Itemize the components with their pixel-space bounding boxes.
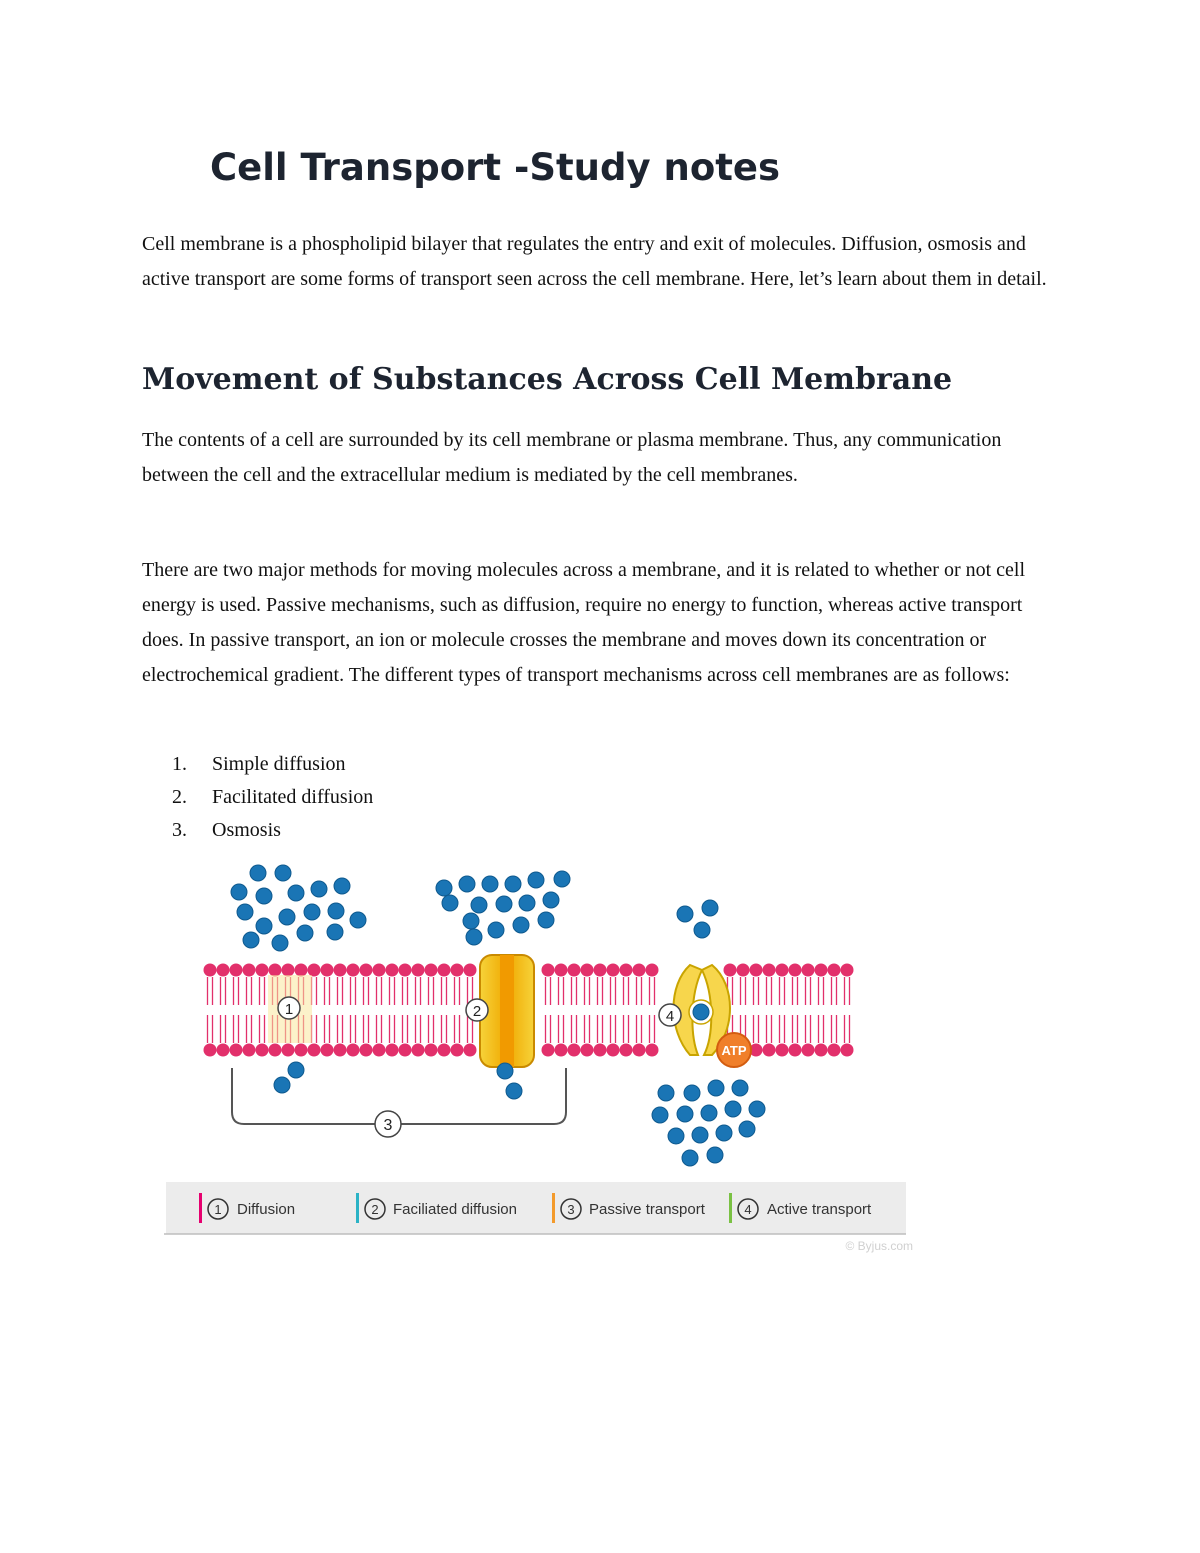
lipid-head [802,1044,815,1057]
solute-molecule [716,1125,732,1141]
lipid-head [841,1044,854,1057]
list-text: Simple diffusion [212,753,346,775]
atp-label: ATP [721,1043,747,1058]
lipid-head [607,1044,620,1057]
list-text: Osmosis [212,819,281,841]
transport-method-list [172,748,373,847]
solute-molecule [708,1080,724,1096]
lipid-head [750,964,763,977]
lipid-tail [572,977,577,1043]
lipid-head [646,964,659,977]
lipid-tail [377,977,382,1043]
solute-molecule [732,1080,748,1096]
lipid-tail [793,977,798,1043]
lipid-tail [819,977,824,1043]
solute-molecule [693,1004,709,1020]
solute-molecule [256,918,272,934]
solute-molecule [749,1101,765,1117]
lipid-head [360,1044,373,1057]
svg-text:2: 2 [371,1202,379,1217]
lipid-head [763,964,776,977]
lipid-head [269,1044,282,1057]
solute-molecule [668,1128,684,1144]
lipid-head [815,964,828,977]
lipid-head [815,1044,828,1057]
svg-text:4: 4 [665,1008,675,1025]
lipid-tail [221,977,226,1043]
lipid-head [737,964,750,977]
lipid-tail [234,977,239,1043]
lipid-head [295,1044,308,1057]
lipid-head [776,964,789,977]
solute-molecule [658,1085,674,1101]
legend [164,1182,906,1234]
solute-molecule [505,876,521,892]
solute-molecule [442,895,458,911]
solute-molecule [288,1062,304,1078]
lipid-head [646,1044,659,1057]
lipid-head [269,964,282,977]
solute-molecule [231,884,247,900]
lipid-head [256,964,269,977]
solute-molecule [279,909,295,925]
solute-molecule [327,924,343,940]
solute-molecule [692,1127,708,1143]
lipid-head [243,1044,256,1057]
lipid-tail [247,977,252,1043]
lipid-tail [806,977,811,1043]
lipid-tail [585,977,590,1043]
lipid-tail [767,977,772,1043]
marker-passive-transport [375,1111,401,1137]
lipid-head [308,1044,321,1057]
lipid-tail [611,977,616,1043]
lipid-head [828,1044,841,1057]
lipid-head [633,1044,646,1057]
lipid-head [282,964,295,977]
list-item [172,781,373,814]
svg-text:Faciliated diffusion: Faciliated diffusion [393,1201,517,1218]
lipid-tail [429,977,434,1043]
lipid-tail [208,977,213,1043]
lipid-head [425,964,438,977]
solute-molecule [275,865,291,881]
svg-text:4: 4 [744,1202,752,1217]
solute-molecule [543,892,559,908]
lipid-head [360,964,373,977]
list-text: Facilitated diffusion [212,786,374,808]
list-number: 3. [172,819,187,841]
solute-molecule [243,932,259,948]
solute-molecule [554,871,570,887]
lipid-tail [637,977,642,1043]
lipid-head [334,964,347,977]
solute-molecule [694,922,710,938]
svg-text:2: 2 [472,1003,482,1020]
lipid-head [438,964,451,977]
solute-molecule [684,1085,700,1101]
lipid-head [230,1044,243,1057]
cell-transport-diagram [164,858,924,1258]
lipid-tail [338,977,343,1043]
svg-text:1: 1 [214,1202,222,1217]
lipid-head [321,1044,334,1057]
lipid-head [724,964,737,977]
lipid-tail [624,977,629,1043]
lipid-head [581,964,594,977]
solute-molecule [311,881,327,897]
solute-molecule [436,880,452,896]
lipid-head [399,1044,412,1057]
lipid-tail [559,977,564,1043]
lipid-tail [598,977,603,1043]
lipid-head [347,1044,360,1057]
lipid-tail [442,977,447,1043]
lipid-head [282,1044,295,1057]
list-number: 1. [172,753,187,775]
lipid-head [204,1044,217,1057]
lipid-tail [754,977,759,1043]
lipid-head [568,1044,581,1057]
lipid-head [802,964,815,977]
lipid-head [763,1044,776,1057]
solute-molecule [463,913,479,929]
lipid-tail [416,977,421,1043]
lipid-head [438,1044,451,1057]
lipid-head [542,1044,555,1057]
marker-active-transport [659,1004,681,1026]
lipid-head [373,964,386,977]
methods-paragraph: There are two major methods for moving molecules across a membrane, and it is related to whether or not cell energy is used. Passive mechanisms, such as diffusion, require no energy to function, whereas active transport does. In passive transport, an ion or molecule crosses the membrane and moves down its concentration or electrochemical gradient. The different types of transport mechanisms across cell membranes are as follows: [142,559,1026,686]
lipid-head [386,1044,399,1057]
lipid-head [451,964,464,977]
lipid-head [633,964,646,977]
lipid-tail [390,977,395,1043]
marker-facilitated-diffusion [466,999,488,1021]
lipid-tail [780,977,785,1043]
lipid-head [789,964,802,977]
lipid-tail [650,977,655,1043]
lipid-head [555,1044,568,1057]
svg-text:Active transport: Active transport [767,1201,872,1218]
solute-molecule [677,1106,693,1122]
atp-molecule [717,1033,751,1067]
solute-molecule [288,885,304,901]
lipid-head [555,964,568,977]
lipid-head [568,964,581,977]
lipid-tail [741,977,746,1043]
lipid-head [841,964,854,977]
solute-molecule [482,876,498,892]
solute-molecule [488,922,504,938]
lipid-head [256,1044,269,1057]
solute-molecule [528,872,544,888]
list-item [172,748,373,781]
solute-molecule [701,1105,717,1121]
solute-molecule [513,917,529,933]
lipid-head [217,1044,230,1057]
lipid-head [607,964,620,977]
solute-molecule [256,888,272,904]
svg-text:1: 1 [284,1001,294,1018]
solute-molecule [304,904,320,920]
solute-molecule [652,1107,668,1123]
solute-molecule [328,903,344,919]
lipid-head [620,964,633,977]
lipid-head [776,1044,789,1057]
solute-molecule [297,925,313,941]
lipid-tail [455,977,460,1043]
svg-text:3: 3 [567,1202,575,1217]
marker-diffusion [278,997,300,1019]
lipid-head [581,1044,594,1057]
svg-text:3: 3 [383,1117,393,1134]
lipid-head [334,1044,347,1057]
lipid-head [308,964,321,977]
lipid-head [412,1044,425,1057]
lipid-head [386,964,399,977]
solute-molecule [707,1147,723,1163]
list-item [172,814,373,847]
lipid-tail [845,977,850,1043]
solute-molecule [334,878,350,894]
solute-molecule [471,897,487,913]
svg-text:Passive transport: Passive transport [589,1201,705,1218]
lipid-head [828,964,841,977]
solute-molecule [496,896,512,912]
solute-molecule [272,935,288,951]
lipid-head [243,964,256,977]
lipid-tail [351,977,356,1043]
solute-molecule [274,1077,290,1093]
solute-molecule [538,912,554,928]
lipid-head [412,964,425,977]
solute-molecule [466,929,482,945]
solute-molecule [725,1101,741,1117]
lipid-head [217,964,230,977]
lipid-head [373,1044,386,1057]
lipid-head [399,964,412,977]
lipid-tail [312,977,317,1043]
membrane-paragraph: The contents of a cell are surrounded by its cell membrane or plasma membrane. Thus, any communication between the cell and the extracellular medium is mediated by the cell membranes. [142,429,1002,486]
lipid-tail [832,977,837,1043]
solute-molecule [497,1063,513,1079]
lipid-head [594,1044,607,1057]
solute-molecule [350,912,366,928]
solute-molecule [237,904,253,920]
intro-paragraph: Cell membrane is a phospholipid bilayer that regulates the entry and exit of molecules. Diffusion, osmosis and active transport are some forms of transport seen across the cell membrane. Here, let’s learn about them in detail. [142,233,1047,290]
lipid-tail [325,977,330,1043]
lipid-tail [364,977,369,1043]
svg-text:Diffusion: Diffusion [237,1201,296,1218]
lipid-head [542,964,555,977]
lipid-head [451,1044,464,1057]
watermark: © Byjus.com [845,1239,913,1253]
lipid-tail [260,977,265,1043]
lipid-head [347,964,360,977]
lipid-head [620,1044,633,1057]
solute-molecule [702,900,718,916]
lipid-head [204,964,217,977]
document-title: Cell Transport -Study notes [210,146,781,189]
solute-molecule [506,1083,522,1099]
lipid-head [321,964,334,977]
lipid-head [295,964,308,977]
lipid-head [464,964,477,977]
solute-molecule [250,865,266,881]
solute-molecule [677,906,693,922]
lipid-head [464,1044,477,1057]
solute-molecule [739,1121,755,1137]
lipid-head [230,964,243,977]
lipid-head [789,1044,802,1057]
solute-molecule [459,876,475,892]
lipid-head [594,964,607,977]
lipid-head [425,1044,438,1057]
lipid-tail [403,977,408,1043]
section-heading: Movement of Substances Across Cell Membrane [142,362,953,397]
list-number: 2. [172,786,187,808]
solute-molecule [519,895,535,911]
solute-molecule [682,1150,698,1166]
lipid-tail [546,977,551,1043]
